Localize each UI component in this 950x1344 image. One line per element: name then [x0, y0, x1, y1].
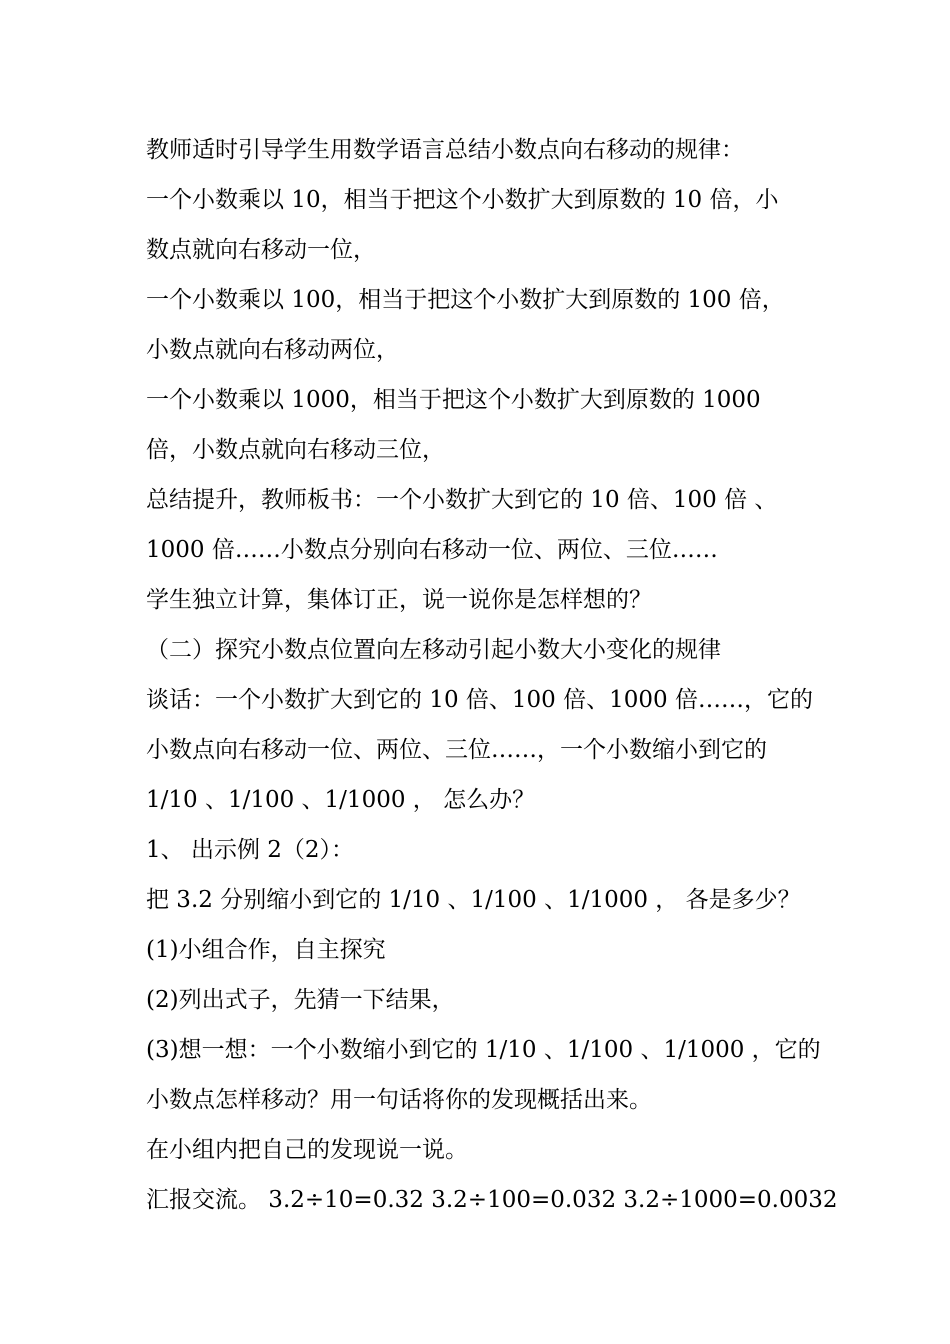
text-line: 倍，小数点就向右移动三位，: [146, 437, 445, 463]
document-body: [146, 125, 838, 1225]
text-line: 教师适时引导学生用数学语言总结小数点向右移动的规律：: [146, 137, 744, 163]
text-line: 一个小数乘以 1000，相当于把这个小数扩大到原数的 1000: [146, 387, 761, 413]
text-line: 汇报交流。 3.2÷10=0.32 3.2÷100=0.032 3.2÷1000=0.0032: [146, 1187, 838, 1213]
text-line: 1/10 、1/100 、1/1000 ， 怎么办？: [146, 787, 536, 813]
text-line: 学生独立计算，集体订正，说一说你是怎样想的？: [146, 587, 652, 613]
text-line: 1、 出示例 2（2）：: [146, 837, 355, 863]
text-line: (3)想一想：一个小数缩小到它的 1/10 、1/100 、1/1000 ，它的: [146, 1037, 821, 1063]
text-line: 把 3.2 分别缩小到它的 1/10 、1/100 、1/1000 ， 各是多少？: [146, 887, 801, 913]
text-line: 谈话：一个小数扩大到它的 10 倍、100 倍、1000 倍……，它的: [146, 687, 813, 713]
text-line: (1)小组合作，自主探究: [146, 937, 386, 963]
text-line: 一个小数乘以 10，相当于把这个小数扩大到原数的 10 倍，小: [146, 187, 779, 213]
text-line: 在小组内把自己的发现说一说。: [146, 1137, 468, 1163]
text-line: 小数点怎样移动？用一句话将你的发现概括出来。: [146, 1087, 652, 1113]
text-line: 一个小数乘以 100，相当于把这个小数扩大到原数的 100 倍，: [146, 287, 785, 313]
text-line: 1000 倍……小数点分别向右移动一位、两位、三位……: [146, 537, 718, 563]
text-line: 小数点就向右移动两位，: [146, 337, 399, 363]
section-heading: （二）探究小数点位置向左移动引起小数大小变化的规律: [146, 637, 721, 663]
text-line: 数点就向右移动一位，: [146, 237, 376, 263]
text-line: 总结提升，教师板书：一个小数扩大到它的 10 倍、100 倍 、: [146, 487, 778, 513]
text-line: (2)列出式子，先猜一下结果，: [146, 987, 455, 1013]
text-line: 小数点向右移动一位、两位、三位……，一个小数缩小到它的: [146, 737, 767, 763]
